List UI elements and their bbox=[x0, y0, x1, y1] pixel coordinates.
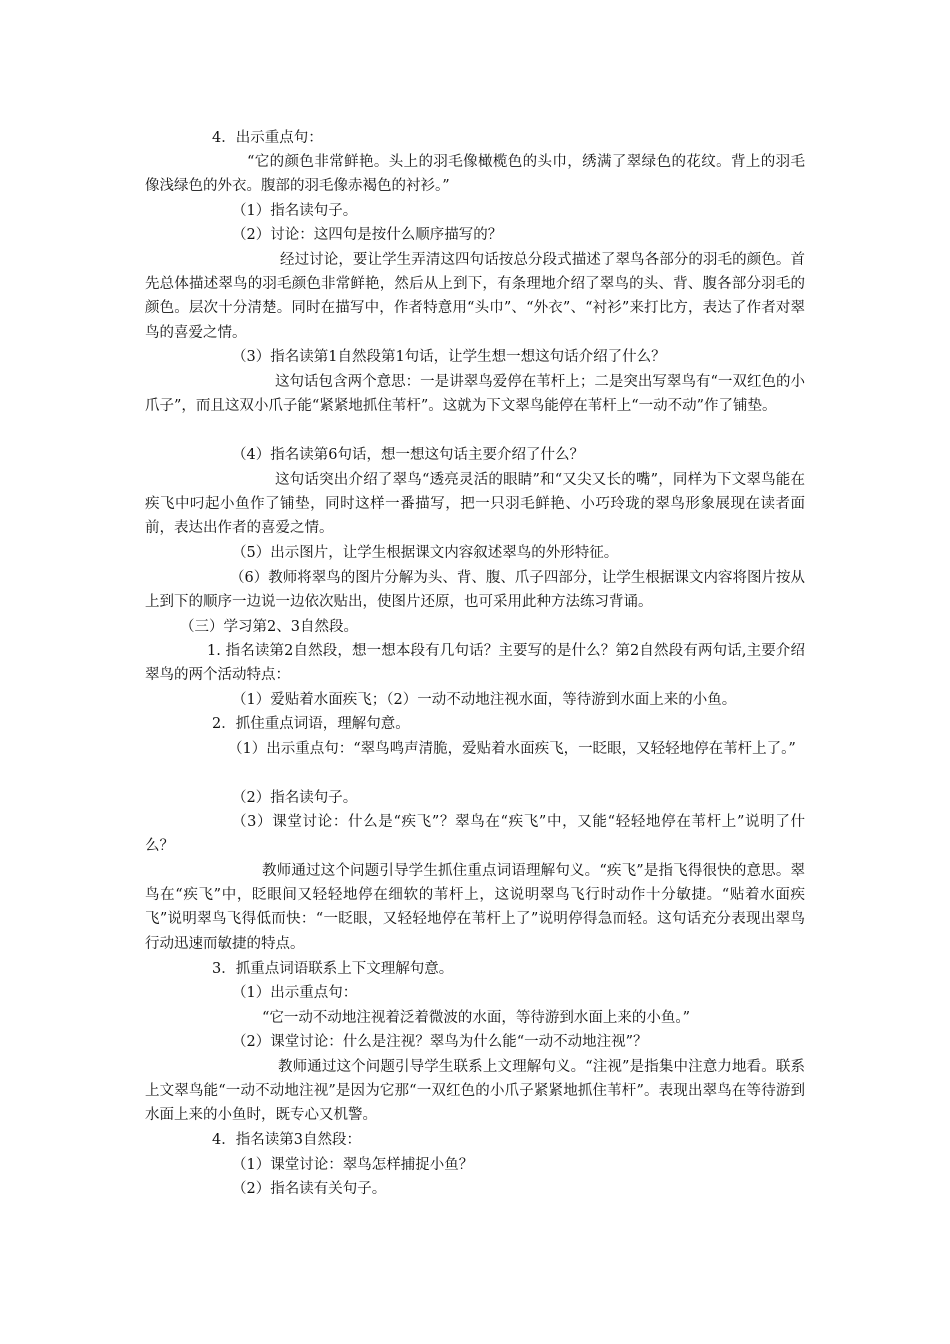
step-show-key-sentence-2: （1）出示重点句： bbox=[232, 985, 358, 1001]
step-discussion-catch-fish: （1）课堂讨论：翠鸟怎样捕捉小鱼？ bbox=[232, 1157, 474, 1173]
step-read-sixth-sentence: （4）指名读第6句话，想一想这句话主要介绍了什么？ bbox=[232, 447, 584, 463]
step-activity-features: （1）爱贴着水面疾飞；（2）一动不动地注视水面，等待游到水面上来的小鱼。 bbox=[232, 692, 737, 708]
section-heading-paragraphs-2-3: （三）学习第2、3自然段。 bbox=[180, 619, 358, 635]
step-read-first-sentence: （3）指名读第1自然段第1句话，让学生想一想这句话介绍了什么？ bbox=[232, 349, 666, 365]
quote-key-sentence: “它的颜色非常鲜艳。头上的羽毛像橄榄色的头巾，绣满了翠绿色的花纹。背上的羽毛像浅绿色的外衣。腹部的羽毛像赤褐色的衬衫。” bbox=[145, 154, 805, 195]
paragraph-sentence-meaning: 这句话包含两个意思：一是讲翠鸟爱停在苇杆上；二是突出写翠鸟有“一双红色的小爪子”，而且这双小爪子能“紧紧地抓住苇杆”。这就为下文翠鸟能停在苇杆上“一动不动”作了铺垫。 bbox=[145, 374, 805, 415]
quote-gaze: “它一动不动地注视着泛着微波的水面，等待游到水面上来的小鱼。” bbox=[262, 1010, 691, 1026]
step-read-related: （2）指名读有关句子。 bbox=[232, 1181, 387, 1197]
paragraph-picture-parts: （6）教师将翠鸟的图片分解为头、背、腹、爪子四部分，让学生根据课文内容将图片按从上到下的顺序一边说一边依次贴出，使图片还原，也可采用此种方法练习背诵。 bbox=[145, 570, 805, 611]
paragraph-eyes-beak: 这句话突出介绍了翠鸟“透亮灵活的眼睛”和“又尖又长的嘴”，同样为下文翠鸟能在疾飞中叼起小鱼作了铺垫，同时这样一番描写，把一只羽毛鲜艳、小巧玲珑的翠鸟形象展现在读者面前，表达出作者的喜爱之情。 bbox=[145, 472, 805, 537]
paragraph-discussion-result: 经过讨论，要让学生弄清这四句话按总分段式描述了翠鸟各部分的羽毛的颜色。首先总体描述翠鸟的羽毛颜色非常鲜艳，然后从上到下，有条理地介绍了翠鸟的头、背、腹各部分羽毛的颜色。层次十分清楚。同时在描写中，作者特意用“头巾”、“外衣”、“衬衫”来打比方，表达了作者对翠鸟的喜爱之情。 bbox=[145, 252, 805, 341]
paragraph-read-second: 1. 指名读第2自然段，想一想本段有几句话？主要写的是什么？第2自然段有两句话,主要介绍翠鸟的两个活动特点： bbox=[145, 643, 805, 684]
step-show-key-sentence: （1）出示重点句：“翠鸟鸣声清脆，爱贴着水面疾飞，一眨眼，又轻轻地停在苇杆上了。” bbox=[228, 741, 796, 757]
step-read-sentence-2: （2）指名读句子。 bbox=[232, 790, 358, 806]
heading-context: 3．抓重点词语联系上下文理解句意。 bbox=[212, 961, 454, 977]
step-discussion-fast-flight: （3）课堂讨论：什么是“疾飞”？翠鸟在“疾飞”中，又能“轻轻地停在苇杆上”说明了什么？ bbox=[145, 814, 805, 855]
paragraph-gaze: 教师通过这个问题引导学生联系上文理解句义。“注视”是指集中注意力地看。联系上文翠鸟能“一动不动地注视”是因为它那“一双红色的小爪子紧紧地抓住苇杆”。表现出翠鸟在等待游到水面上来的小鱼时，既专心又机警。 bbox=[145, 1059, 805, 1124]
step-discussion-order: （2）讨论：这四句是按什么顺序描写的？ bbox=[232, 227, 503, 243]
paragraph-fast-flight: 教师通过这个问题引导学生抓住重点词语理解句义。“疾飞”是指飞得很快的意思。翠鸟在“疾飞”中，眨眼间又轻轻地停在细软的苇杆上，这说明翠鸟飞行时动作十分敏捷。“贴着水面疾飞”说明翠鸟飞得低而快：“一眨眼，又轻轻地停在苇杆上了”说明停得急而轻。这句话充分表现出翠鸟行动迅速而敏捷的特点。 bbox=[145, 863, 805, 952]
heading-key-words: 2．抓住重点词语，理解句意。 bbox=[212, 716, 410, 732]
step-show-picture: （5）出示图片，让学生根据课文内容叙述翠鸟的外形特征。 bbox=[232, 545, 619, 561]
step-discussion-gaze: （2）课堂讨论：什么是注视？翠鸟为什么能“一动不动地注视”？ bbox=[232, 1034, 648, 1050]
heading-key-sentence: 4．出示重点句： bbox=[212, 130, 323, 146]
heading-read-third: 4．指名读第3自然段： bbox=[212, 1132, 361, 1148]
step-read-sentence: （1）指名读句子。 bbox=[232, 203, 358, 219]
